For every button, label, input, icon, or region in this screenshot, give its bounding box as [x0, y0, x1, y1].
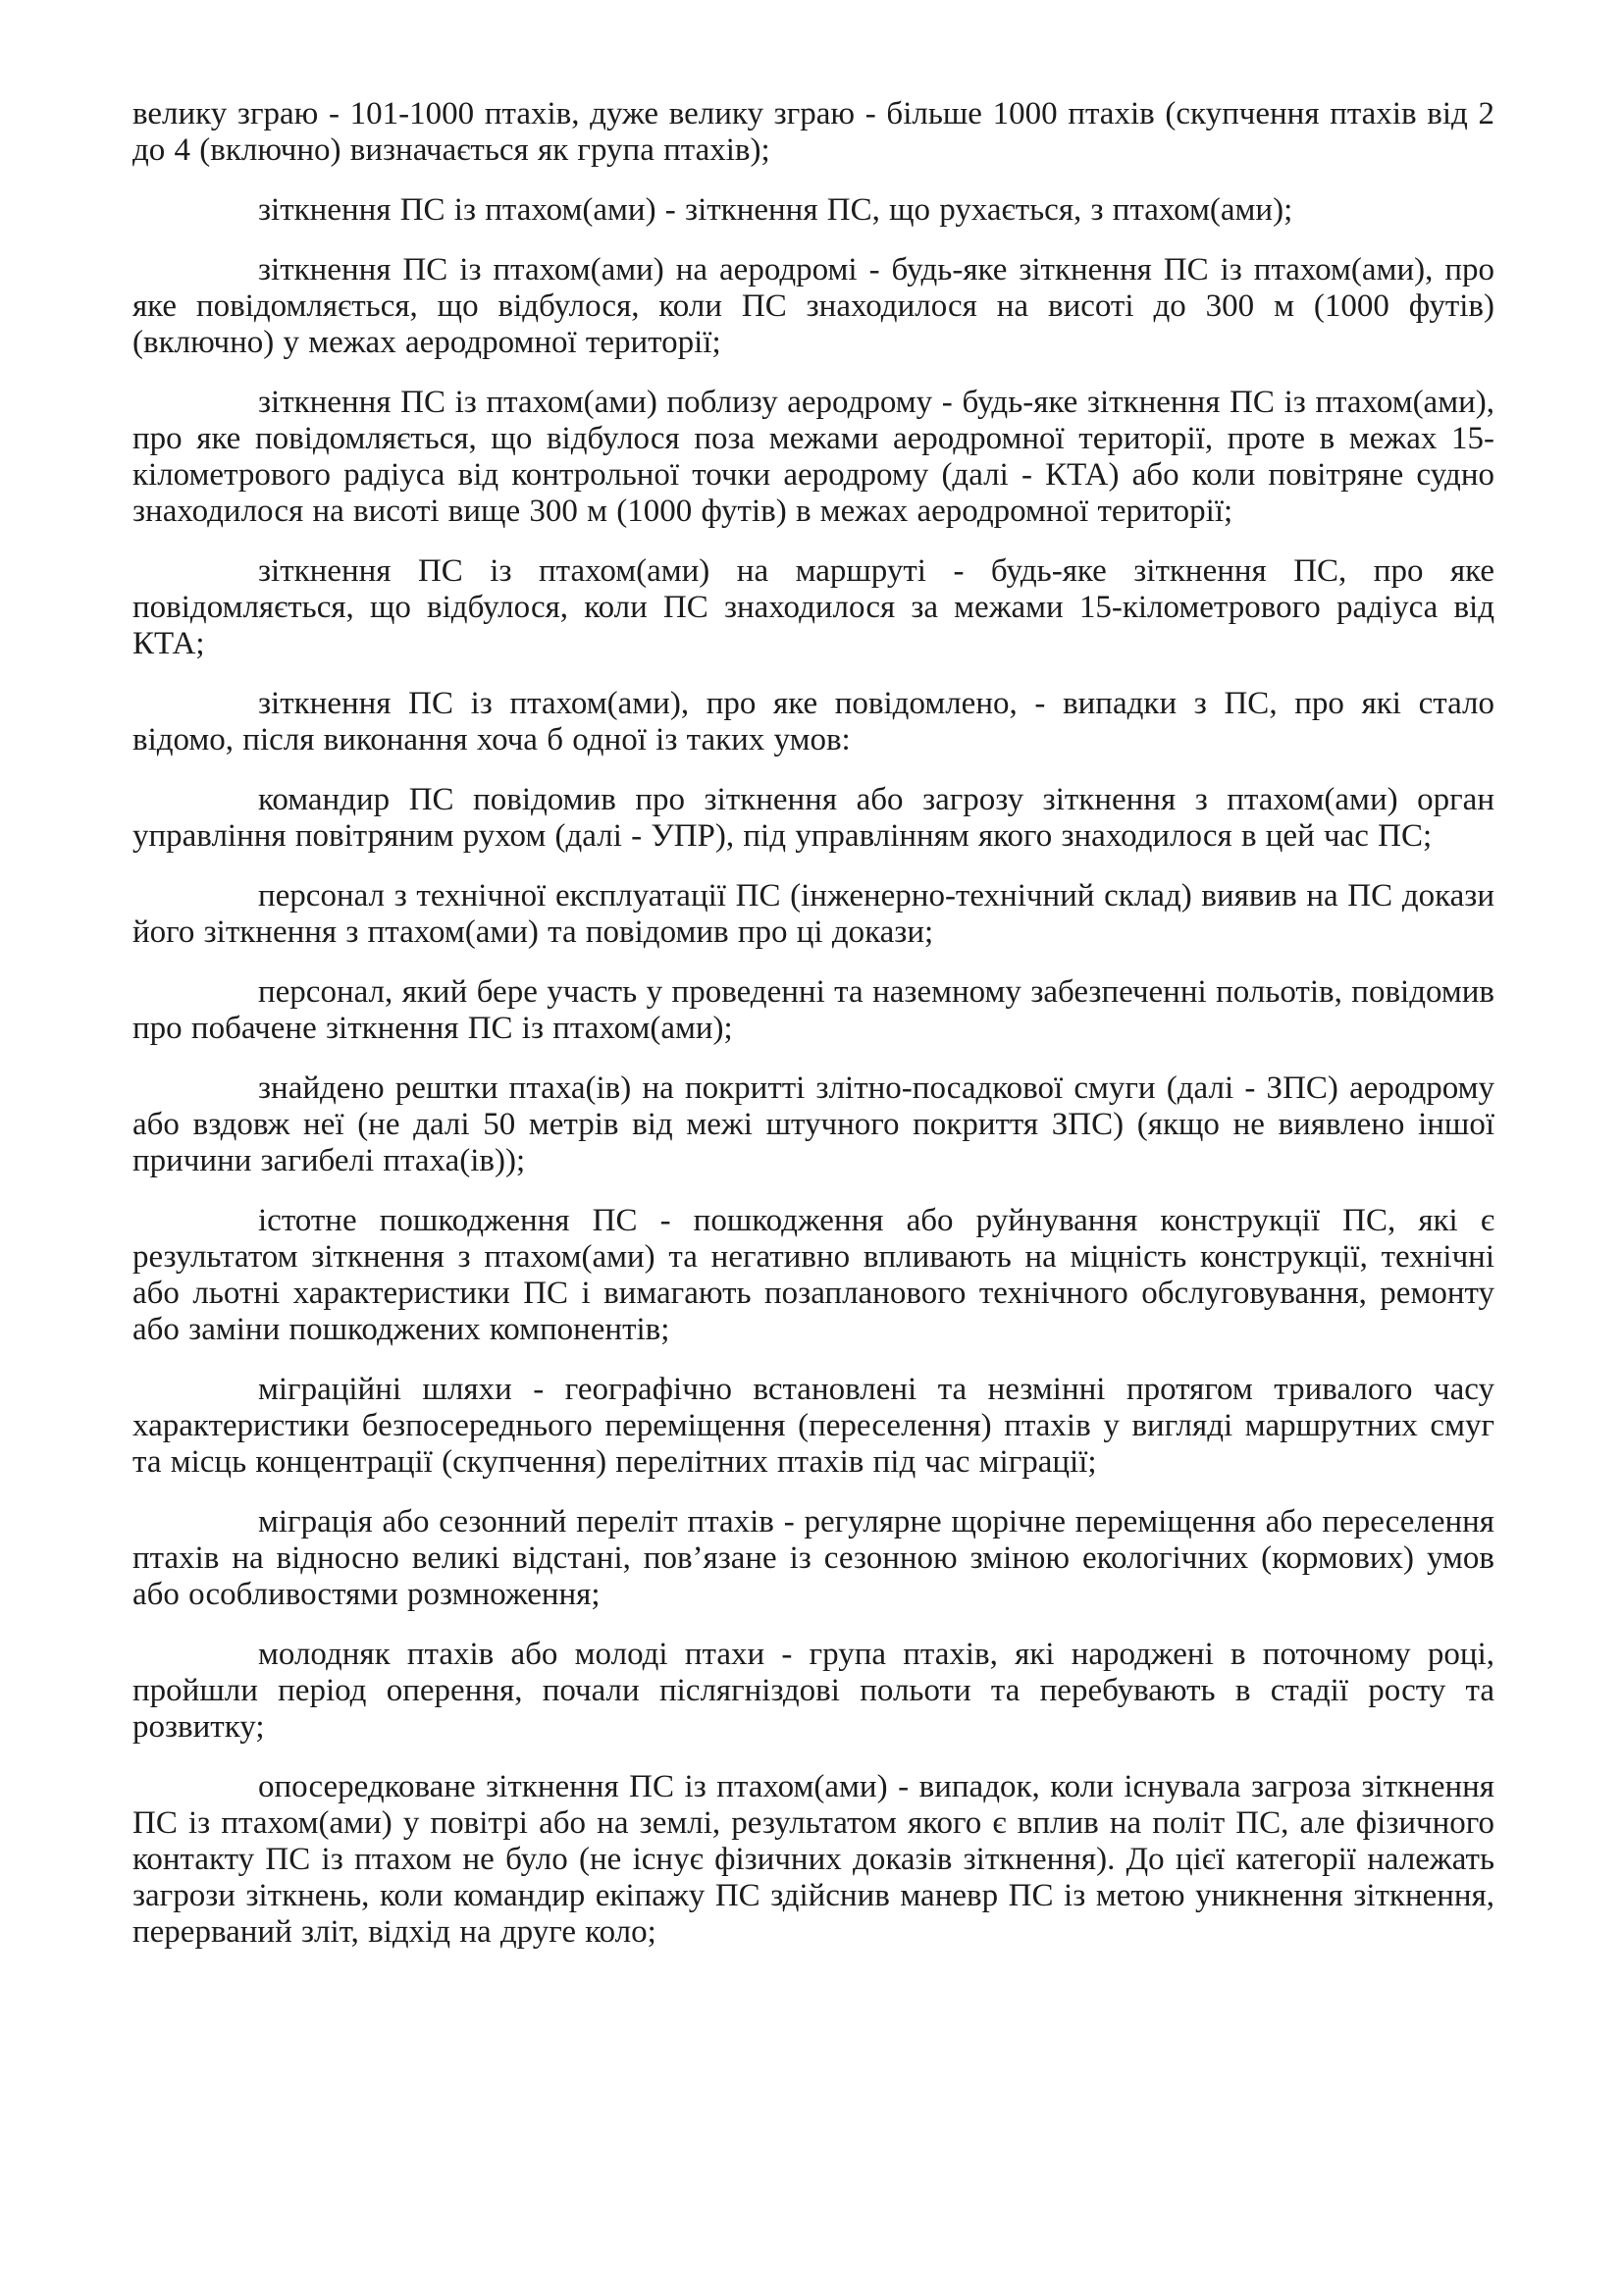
paragraph-14: молодняк птахів або молоді птахи - група птахів, які народжені в поточному році, пройшли період оперення, почали післягніздові польоти та перебувають в стадії росту та розвитку;	[132, 1637, 1494, 1745]
paragraph-11: істотне пошкодження ПС - пошкодження або руйнування конструкції ПС, які є результатом зіткнення з птахом(ами) та негативно впливають на міцність конструкції, технічні або льотні характеристики ПС і вимагають позапланового технічного обслуговування, ремонту або заміни пошкоджених компонентів;	[132, 1203, 1494, 1347]
paragraph-13: міграція або сезонний переліт птахів - регулярне щорічне переміщення або переселення птахів на відносно великі відстані, пов’язане із сезонною зміною екологічних (кормових) умов або особливостями розмноження;	[132, 1504, 1494, 1612]
paragraph-8: персонал з технічної експлуатації ПС (інженерно-технічний склад) виявив на ПС докази його зіткнення з птахом(ами) та повідомив про ці докази;	[132, 878, 1494, 950]
paragraph-15: опосередковане зіткнення ПС із птахом(ами) - випадок, коли існувала загроза зіткнення ПС із птахом(ами) у повітрі або на землі, результатом якого є вплив на політ ПС, але фізичного контакту ПС із птахом не було (не існує фізичних доказів зіткнення). До цієї категорії належать загрози зіткнень, коли командир екіпажу ПС здійснив маневр ПС із метою уникнення зіткнення, перерваний зліт, відхід на друге коло;	[132, 1769, 1494, 1950]
paragraph-7: командир ПС повідомив про зіткнення або загрозу зіткнення з птахом(ами) орган управління повітряним рухом (далі - УПР), під управлінням якого знаходилося в цей час ПС;	[132, 782, 1494, 854]
paragraph-12: міграційні шляхи - географічно встановлені та незмінні протягом тривалого часу характеристики безпосереднього переміщення (переселення) птахів у вигляді маршрутних смуг та місць концентрації (скупчення) перелітних птахів під час міграції;	[132, 1372, 1494, 1480]
paragraph-5: зіткнення ПС із птахом(ами) на маршруті - будь-яке зіткнення ПС, про яке повідомляється, що відбулося, коли ПС знаходилося за межами 15-кілометрового радіуса від КТА;	[132, 553, 1494, 661]
paragraph-1: велику зграю - 101-1000 птахів, дуже велику зграю - більше 1000 птахів (скупчення птахів від 2 до 4 (включно) визначається як група птахів);	[132, 96, 1494, 168]
document-body	[132, 96, 1494, 1974]
paragraph-10: знайдено рештки птаха(ів) на покритті злітно-посадкової смуги (далі - ЗПС) аеродрому або вздовж неї (не далі 50 метрів від межі штучного покриття ЗПС) (якщо не виявлено іншої причини загибелі птаха(ів));	[132, 1070, 1494, 1178]
paragraph-9: персонал, який бере участь у проведенні та наземному забезпеченні польотів, повідомив про побачене зіткнення ПС із птахом(ами);	[132, 974, 1494, 1046]
paragraph-2: зіткнення ПС із птахом(ами) - зіткнення ПС, що рухається, з птахом(ами);	[258, 192, 1293, 228]
paragraph-3: зіткнення ПС із птахом(ами) на аеродромі - будь-яке зіткнення ПС із птахом(ами), про яке повідомляється, що відбулося, коли ПС знаходилося на висоті до 300 м (1000 футів) (включно) у межах аеродромної території;	[132, 252, 1494, 360]
paragraph-4: зіткнення ПС із птахом(ами) поблизу аеродрому - будь-яке зіткнення ПС із птахом(ами), про яке повідомляється, що відбулося поза межами аеродромної території, проте в межах 15-кілометрового радіуса від контрольної точки аеродрому (далі - КТА) або коли повітряне судно знаходилося на висоті вище 300 м (1000 футів) в межах аеродромної території;	[132, 385, 1494, 529]
paragraph-6: зіткнення ПС із птахом(ами), про яке повідомлено, - випадки з ПС, про які стало відомо, після виконання хоча б одної із таких умов:	[132, 686, 1494, 757]
